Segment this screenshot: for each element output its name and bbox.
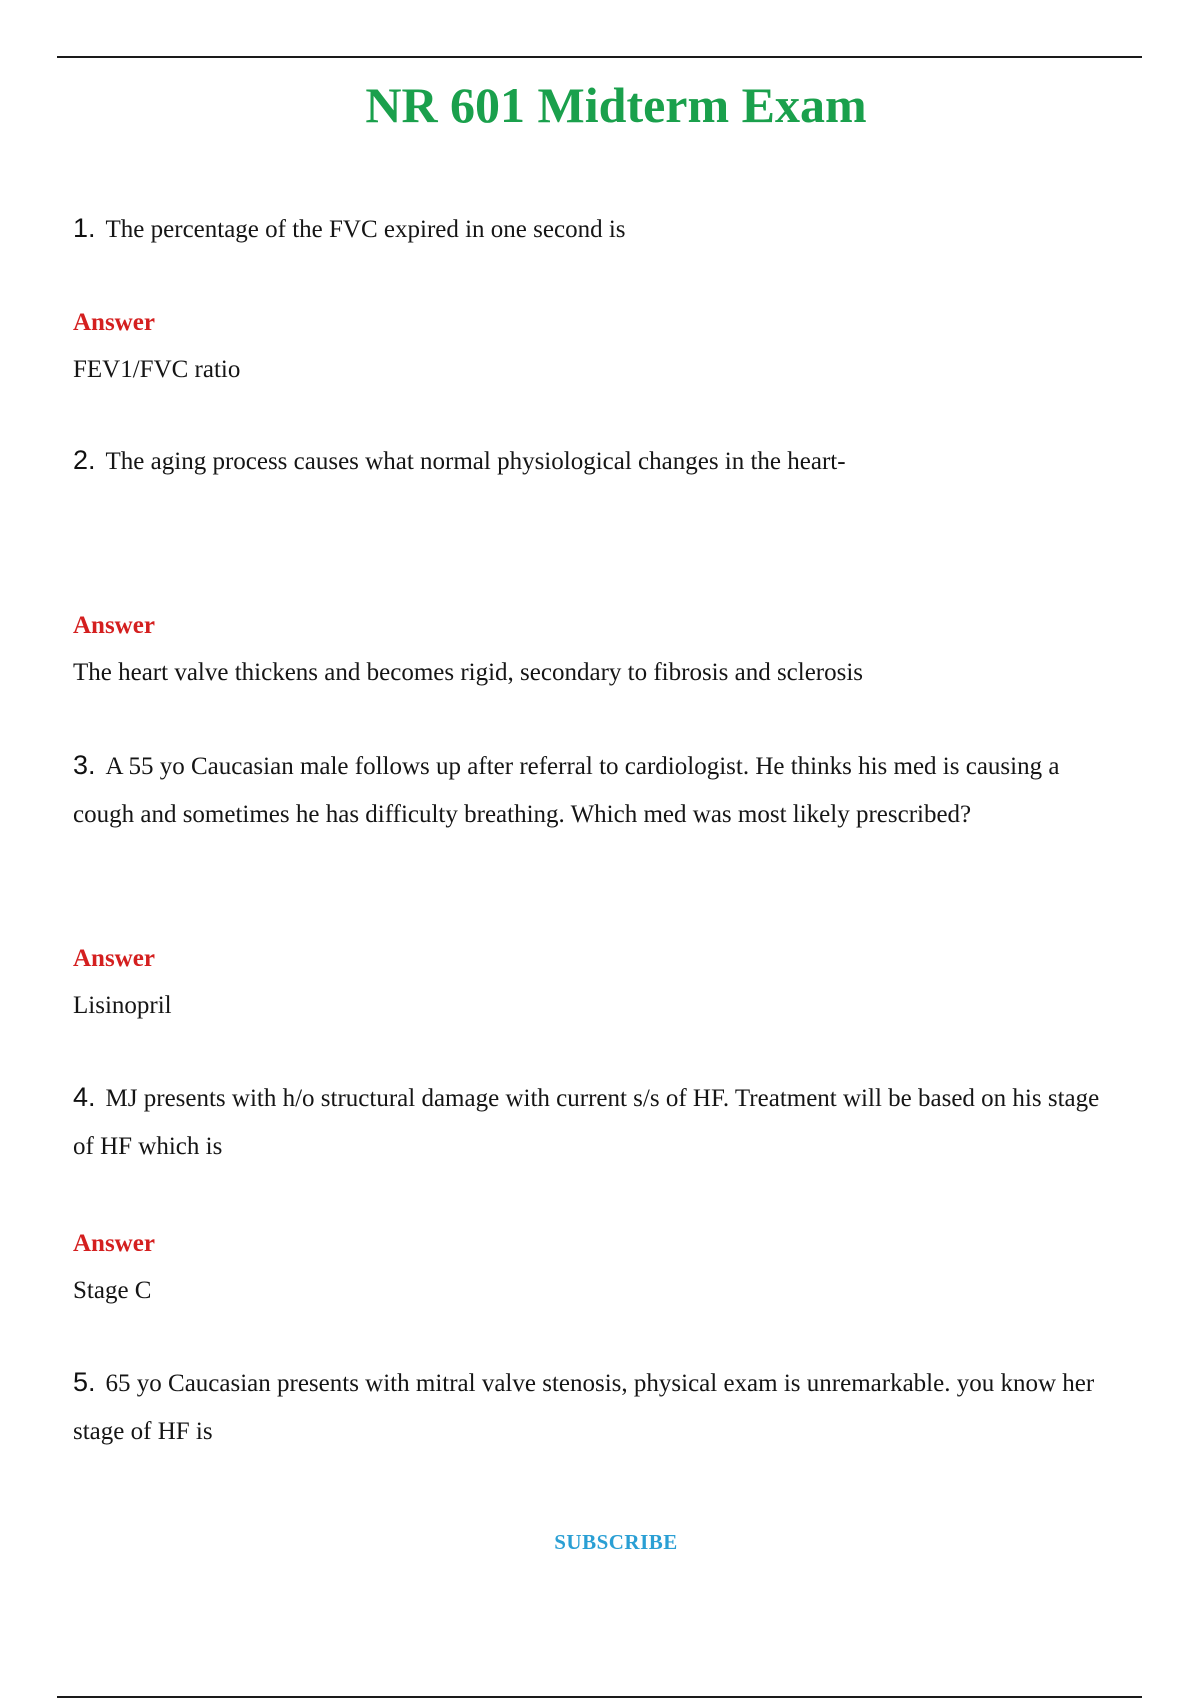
question-text: 4. MJ presents with h/o structural damage with current s/s of HF. Treatment will be based on his stage of HF which is bbox=[73, 1082, 1100, 1160]
answer-1 bbox=[73, 306, 1108, 387]
subscribe-link[interactable]: SUBSCRIBE bbox=[554, 1530, 678, 1554]
question-text: 1. The percentage of the FVC expired in one second is bbox=[73, 213, 626, 243]
answer-4 bbox=[73, 1227, 1108, 1308]
answer-label: Answer bbox=[73, 612, 155, 639]
answer-3 bbox=[73, 942, 1108, 1023]
question-3 bbox=[73, 741, 1108, 839]
answer-text: The heart valve thickens and becomes rigid, secondary to fibrosis and sclerosis bbox=[73, 659, 864, 686]
answer-text: Stage C bbox=[73, 1277, 152, 1304]
answer-text: Lisinopril bbox=[73, 992, 172, 1019]
question-2 bbox=[73, 436, 1108, 486]
document-title: NR 601 Midterm Exam bbox=[365, 77, 867, 133]
question-text: 3. A 55 yo Caucasian male follows up after referral to cardiologist. He thinks his med is causing a cough and sometimes he has difficulty breathing. Which med was most likely prescribed? bbox=[73, 750, 1060, 828]
question-text: 5. 65 yo Caucasian presents with mitral valve stenosis, physical exam is unremarkable. you know her stage of HF is bbox=[73, 1367, 1095, 1445]
question-number: 5. bbox=[73, 1367, 96, 1397]
bottom-rule bbox=[57, 1696, 1142, 1698]
answer-2 bbox=[73, 609, 1108, 690]
question-text: 2. The aging process causes what normal physiological changes in the heart- bbox=[73, 445, 846, 475]
question-5 bbox=[73, 1358, 1108, 1456]
answer-label: Answer bbox=[73, 945, 155, 972]
question-number: 3. bbox=[73, 750, 96, 780]
question-number: 4. bbox=[73, 1082, 96, 1112]
answer-label: Answer bbox=[73, 309, 155, 336]
top-rule bbox=[57, 56, 1142, 58]
question-1 bbox=[73, 204, 1108, 254]
question-number: 2. bbox=[73, 445, 96, 475]
answer-text: FEV1/FVC ratio bbox=[73, 356, 241, 383]
question-4 bbox=[73, 1073, 1108, 1171]
question-number: 1. bbox=[73, 213, 96, 243]
answer-label: Answer bbox=[73, 1230, 155, 1257]
